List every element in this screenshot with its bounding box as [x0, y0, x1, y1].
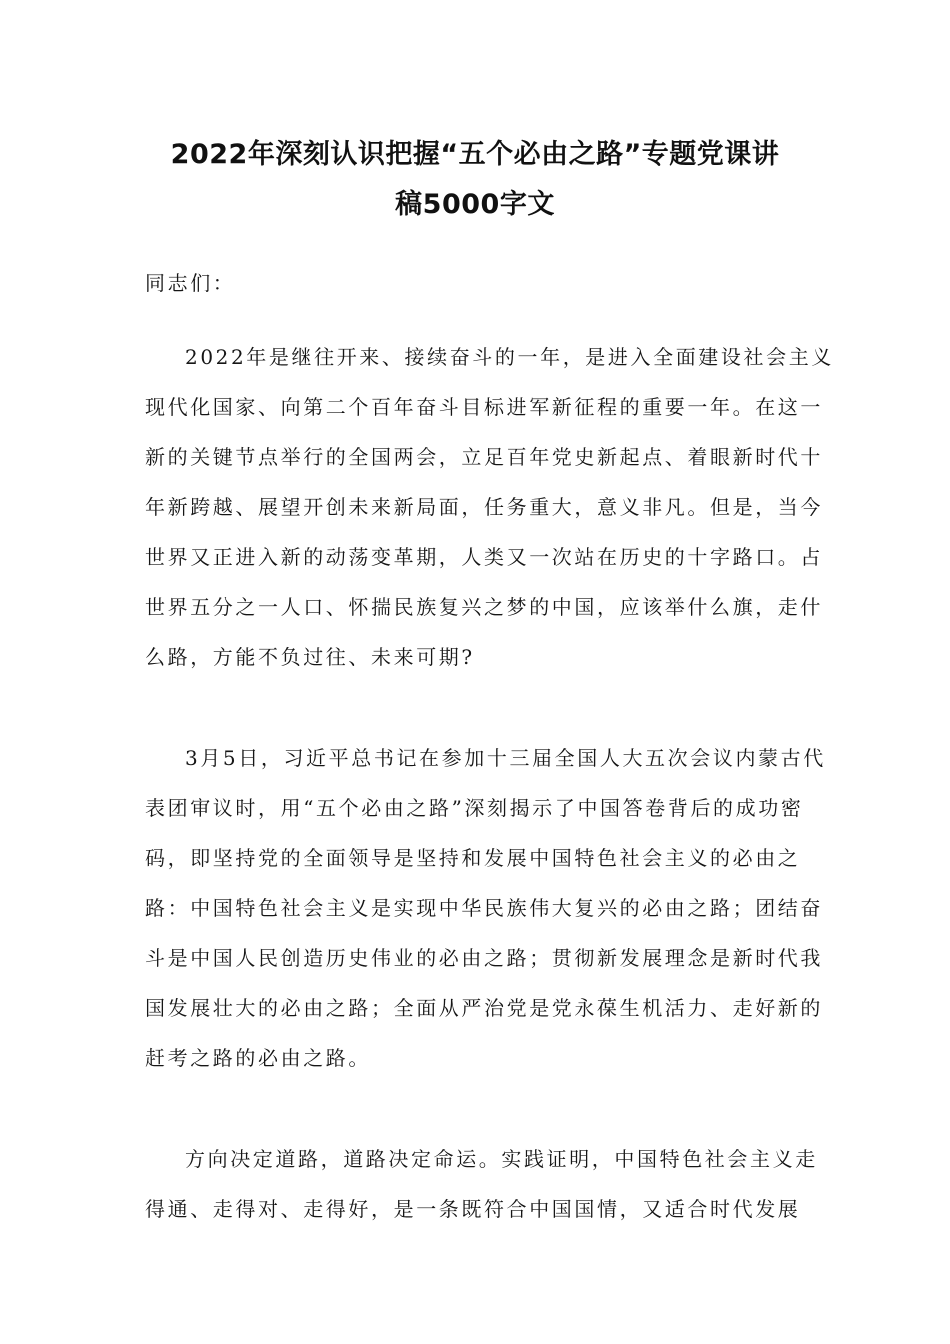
greeting: 同志们： [145, 271, 236, 295]
paragraph-2: 3月5日，习近平总书记在参加十三届全国人大五次会议内蒙古代表团审议时，用“五个必由之路”深刻揭示了中国答卷背后的成功密码，即坚持党的全面领导是坚持和发展中国特色社会主义的必由之路：中国特色社会主义是实现中华民族伟大复兴的必由之路；团结奋斗是中国人民创造历史伟业的必由之路；贯彻新发展理念是新时代我国发展壮大的必由之路；全面从严治党是党永葆生机活力、走好新的赶考之路的必由之路。 [145, 746, 826, 1070]
document-title-line-1: 2022年深刻认识把握“五个必由之路”专题党课讲 [170, 139, 780, 170]
document-title-line-2: 稿5000字文 [395, 189, 555, 220]
paragraph-1: 2022年是继往开来、接续奋斗的一年，是进入全面建设社会主义现代化国家、向第二个百年奋斗目标进军新征程的重要一年。在这一新的关键节点举行的全国两会，立足百年党史新起点、着眼新时代十年新跨越、展望开创未来新局面，任务重大，意义非凡。但是，当今世界又正进入新的动荡变革期，人类又一次站在历史的十字路口。占世界五分之一人口、怀揣民族复兴之梦的中国，应该举什么旗，走什么路，方能不负过往、未来可期? [145, 345, 834, 669]
paragraph-3: 方向决定道路，道路决定命运。实践证明，中国特色社会主义走得通、走得对、走得好，是一条既符合中国国情，又适合时代发展 [145, 1147, 818, 1221]
